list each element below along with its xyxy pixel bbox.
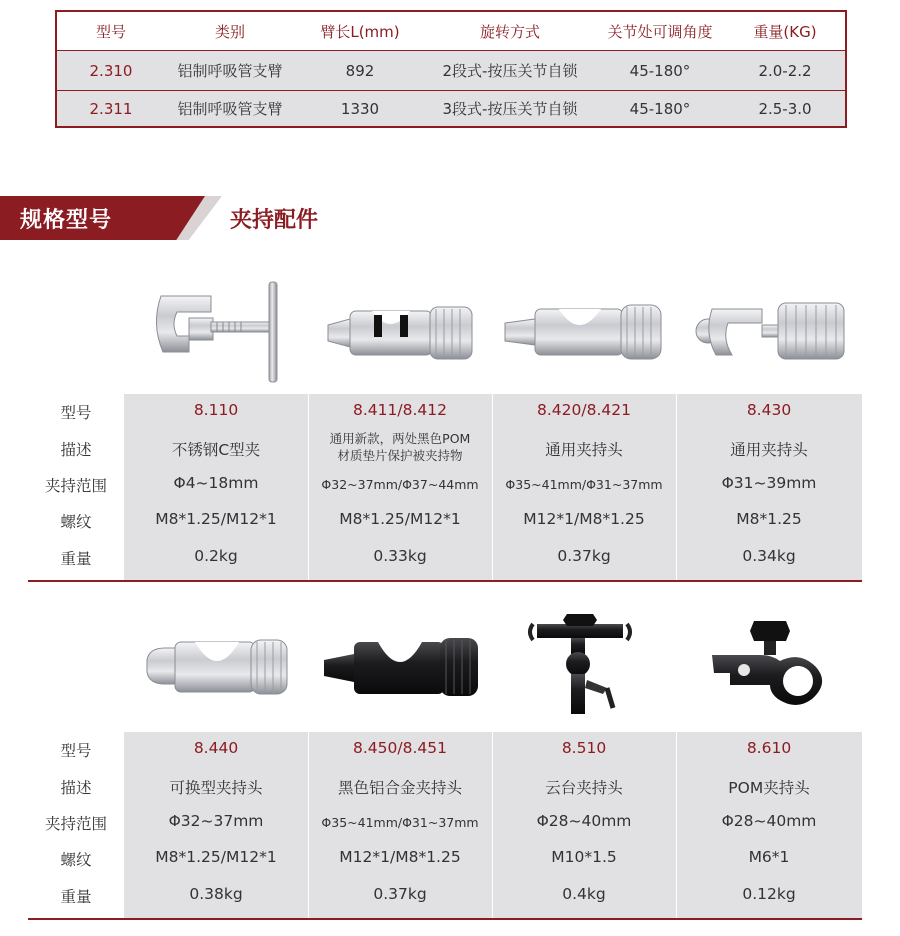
product-thread: M8*1.25/M12*1 <box>155 510 277 528</box>
product-weight: 0.34kg <box>742 547 796 565</box>
table-bottom-rule <box>28 918 862 920</box>
product-column-8610 <box>676 732 862 918</box>
cell-weight: 2.5-3.0 <box>758 99 812 118</box>
product-range: Φ4~18mm <box>173 474 259 492</box>
product-column-8110 <box>124 394 308 580</box>
product-model: 8.440 <box>193 739 239 757</box>
table-row <box>57 90 845 126</box>
black-aluminum-clamp-icon <box>312 604 488 728</box>
product-thread: M8*1.25 <box>736 510 802 528</box>
product-model: 8.610 <box>746 739 792 757</box>
product-range: Φ35~41mm/Φ31~37mm <box>505 477 663 492</box>
product-range: Φ32~37mm <box>168 812 264 830</box>
label-thread: 螺纹 <box>60 851 92 869</box>
product-description: 不锈钢C型夹 <box>171 441 261 459</box>
product-range: Φ35~41mm/Φ31~37mm <box>321 815 479 830</box>
product-column-8411 <box>308 394 492 580</box>
product-thread: M12*1/M8*1.25 <box>339 848 461 866</box>
label-description: 描述 <box>60 441 92 459</box>
replaceable-clamp-head-icon <box>128 604 304 728</box>
product-range: Φ32~37mm/Φ37~44mm <box>321 477 479 492</box>
product-description: 可换型夹持头 <box>169 779 263 797</box>
spec-table-header <box>57 12 845 50</box>
product-description: 通用夹持头 <box>545 441 623 459</box>
column-divider <box>492 394 493 580</box>
product-model: 8.510 <box>561 739 607 757</box>
product-weight: 0.37kg <box>557 547 611 565</box>
header-weight: 重量(KG) <box>753 22 817 41</box>
label-weight: 重量 <box>60 888 92 906</box>
label-thread: 螺纹 <box>60 513 92 531</box>
label-model: 型号 <box>60 404 92 422</box>
product-weight: 0.38kg <box>189 885 243 903</box>
label-range: 夹持范围 <box>44 477 107 495</box>
product-weight: 0.33kg <box>373 547 427 565</box>
accessory-grid-2 <box>28 604 862 920</box>
cell-category: 铝制呼吸管支臂 <box>177 100 283 118</box>
cell-weight: 2.0-2.2 <box>758 61 812 80</box>
product-image-row <box>28 604 862 728</box>
cell-model: 2.310 <box>89 61 133 80</box>
section-subtitle: 夹持配件 <box>230 208 319 233</box>
column-divider <box>492 732 493 918</box>
product-description: POM夹持头 <box>728 779 810 797</box>
cell-angle: 45-180° <box>629 61 691 80</box>
spec-table <box>55 10 847 128</box>
product-weight: 0.12kg <box>742 885 796 903</box>
product-image-row <box>28 270 862 394</box>
label-model: 型号 <box>60 742 92 760</box>
silver-clamp-head-pom-icon <box>312 270 488 394</box>
product-weight: 0.2kg <box>194 547 238 565</box>
product-model: 8.110 <box>193 401 239 419</box>
product-description: 通用夹持头 <box>730 441 808 459</box>
header-length: 臂长L(mm) <box>320 22 400 41</box>
product-data-table <box>28 394 862 580</box>
product-description: 云台夹持头 <box>545 779 623 797</box>
product-range: Φ28~40mm <box>536 812 632 830</box>
product-model: 8.420/8.421 <box>537 401 631 419</box>
product-thread: M12*1/M8*1.25 <box>523 510 645 528</box>
header-model: 型号 <box>95 22 126 41</box>
cell-category: 铝制呼吸管支臂 <box>177 62 283 80</box>
stainless-c-clamp-icon <box>128 270 304 394</box>
product-column-8440 <box>124 732 308 918</box>
product-range: Φ28~40mm <box>721 812 817 830</box>
product-description-line1: 通用新款，两处黑色POM <box>329 431 471 446</box>
cell-length: 892 <box>345 61 375 80</box>
label-range: 夹持范围 <box>44 815 107 833</box>
section-title: 规格型号 <box>20 208 113 233</box>
pom-clamp-icon <box>678 604 862 728</box>
label-description: 描述 <box>60 779 92 797</box>
cell-rotation: 2段式-按压关节自锁 <box>442 62 578 80</box>
header-angle: 关节处可调角度 <box>607 22 713 41</box>
row-label-column <box>28 732 124 918</box>
column-divider <box>308 394 309 580</box>
product-model: 8.450/8.451 <box>353 739 447 757</box>
table-row <box>57 50 845 90</box>
cell-length: 1330 <box>340 99 380 118</box>
product-weight: 0.4kg <box>562 885 606 903</box>
label-weight: 重量 <box>60 550 92 568</box>
product-column-8430 <box>676 394 862 580</box>
silver-hook-clamp-icon <box>678 270 862 394</box>
accessory-grid-1 <box>28 270 862 582</box>
column-divider <box>308 732 309 918</box>
table-bottom-rule <box>28 580 862 582</box>
product-range: Φ31~39mm <box>721 474 817 492</box>
row-label-column <box>28 394 124 580</box>
product-model: 8.430 <box>746 401 792 419</box>
product-thread: M10*1.5 <box>551 848 617 866</box>
product-thread: M8*1.25/M12*1 <box>155 848 277 866</box>
product-data-table <box>28 732 862 918</box>
column-divider <box>676 394 677 580</box>
product-model: 8.411/8.412 <box>353 401 447 419</box>
silver-clamp-head-icon <box>495 270 671 394</box>
product-thread: M6*1 <box>748 848 790 866</box>
product-column-8510 <box>492 732 676 918</box>
cell-model: 2.311 <box>89 99 133 118</box>
product-description: 黑色铝合金夹持头 <box>337 779 462 797</box>
product-weight: 0.37kg <box>373 885 427 903</box>
ball-head-clamp-icon <box>495 604 671 728</box>
product-column-8450 <box>308 732 492 918</box>
product-column-8420 <box>492 394 676 580</box>
header-category: 类别 <box>214 22 245 41</box>
product-thread: M8*1.25/M12*1 <box>339 510 461 528</box>
cell-angle: 45-180° <box>629 99 691 118</box>
header-rotation: 旋转方式 <box>479 22 540 41</box>
cell-rotation: 3段式-按压关节自锁 <box>442 100 578 118</box>
product-description-line2: 材质垫片保护被夹持物 <box>337 448 463 463</box>
column-divider <box>676 732 677 918</box>
